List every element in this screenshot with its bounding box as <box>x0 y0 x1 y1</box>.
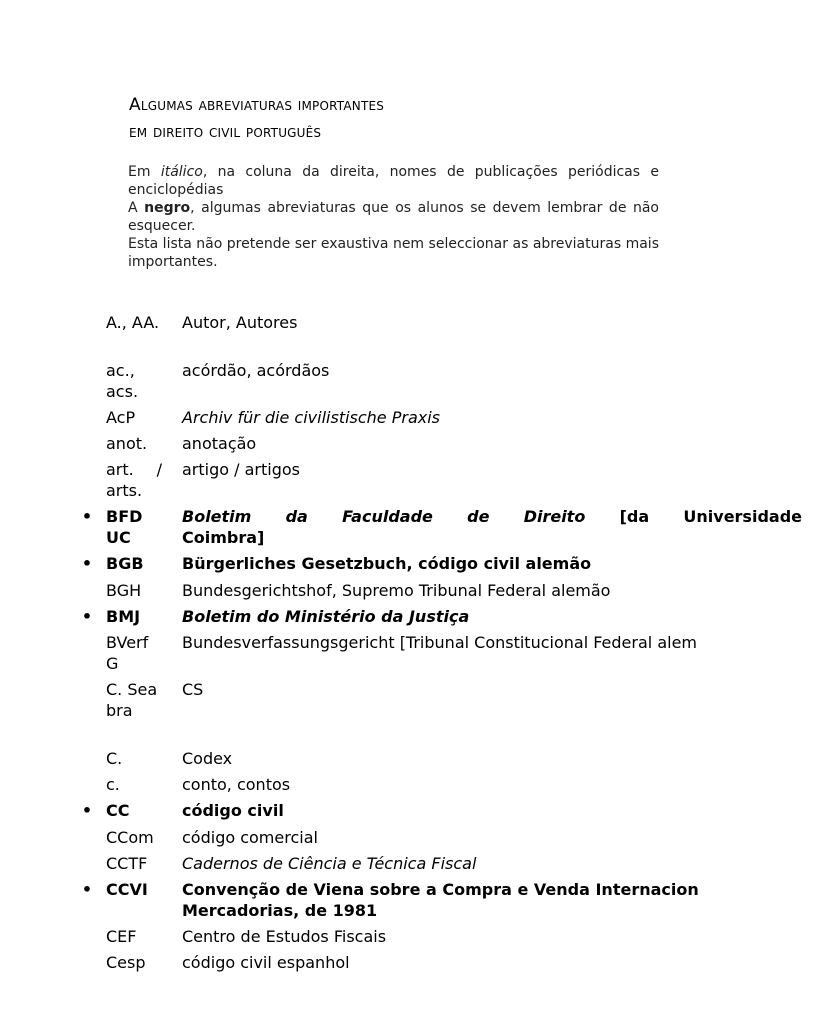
abbreviation: Cesp <box>106 953 146 972</box>
abbreviation: BMJ <box>106 607 141 626</box>
intro-paragraph-bold-note: A negro, algumas abreviaturas que os alunos se devem lembrar de não esquecer. <box>128 200 660 234</box>
intro-paragraph-italic-note: Em itálico, na coluna da direita, nomes de publicações periódicas e enciclopédias <box>128 164 659 198</box>
bullet-icon: • <box>81 880 93 899</box>
abbreviation: art. / arts. <box>106 460 162 500</box>
definition: artigo / artigos <box>182 460 300 479</box>
definition: Archiv für die civilistische Praxis <box>182 408 441 427</box>
definition: Bundesverfassungsgericht [Tribunal Constitucional Federal alem <box>182 633 697 652</box>
abbreviation: CCTF <box>106 854 148 873</box>
definition: acórdão, acórdãos <box>182 361 330 380</box>
definition: código comercial <box>182 828 318 847</box>
bullet-icon: • <box>81 607 93 626</box>
abbreviation: A., AA. <box>106 313 160 332</box>
definition: código civil espanhol <box>182 953 350 972</box>
definition: Boletim do Ministério da Justiça <box>182 607 470 626</box>
definition: código civil <box>182 801 284 820</box>
definition: Bundesgerichtshof, Supremo Tribunal Federal alemão <box>182 581 611 600</box>
abbreviation: BGH <box>106 581 142 600</box>
abbreviation: BVerf G <box>106 633 149 673</box>
abbreviation: c. <box>106 775 120 794</box>
abbreviation: ac., acs. <box>106 361 139 401</box>
definition: CS <box>182 680 204 699</box>
abbreviation: AcP <box>106 408 136 427</box>
abbreviation: CEF <box>106 927 137 946</box>
definition: Autor, Autores <box>182 313 298 332</box>
definition: Codex <box>182 749 233 768</box>
bullet-icon: • <box>81 554 93 573</box>
intro-paragraph-disclaimer: Esta lista não pretende ser exaustiva nem seleccionar as abreviaturas mais importantes. <box>128 236 659 270</box>
abbreviation: CCom <box>106 828 154 847</box>
bullet-icon: • <box>81 801 93 820</box>
definition: anotação <box>182 434 257 453</box>
definition: Bürgerliches Gesetzbuch, código civil alemão <box>182 554 592 573</box>
intro-text <box>128 163 659 271</box>
abbreviation: CCVI <box>106 880 148 899</box>
document-title <box>129 92 689 146</box>
title-line-1: Algumas abreviaturas importantes <box>129 95 385 115</box>
title-line-2: em direito civil português <box>129 122 322 142</box>
abbreviation: BFD UC <box>106 507 143 547</box>
definition: conto, contos <box>182 775 291 794</box>
bullet-icon: • <box>81 507 93 526</box>
abbreviation: CC <box>106 801 130 820</box>
abbreviation: C. <box>106 749 123 768</box>
abbreviation: C. Seabra <box>106 680 158 720</box>
definition: Boletim da Faculdade de Direito [da Universidade Coimbra] <box>182 507 802 547</box>
abbreviation: BGB <box>106 554 144 573</box>
definition: Convenção de Viena sobre a Compra e Venda Internacion Mercadorias, de 1981 <box>182 880 699 920</box>
definition: Cadernos de Ciência e Técnica Fiscal <box>182 854 477 873</box>
abbreviation: anot. <box>106 434 148 453</box>
definition: Centro de Estudos Fiscais <box>182 927 387 946</box>
